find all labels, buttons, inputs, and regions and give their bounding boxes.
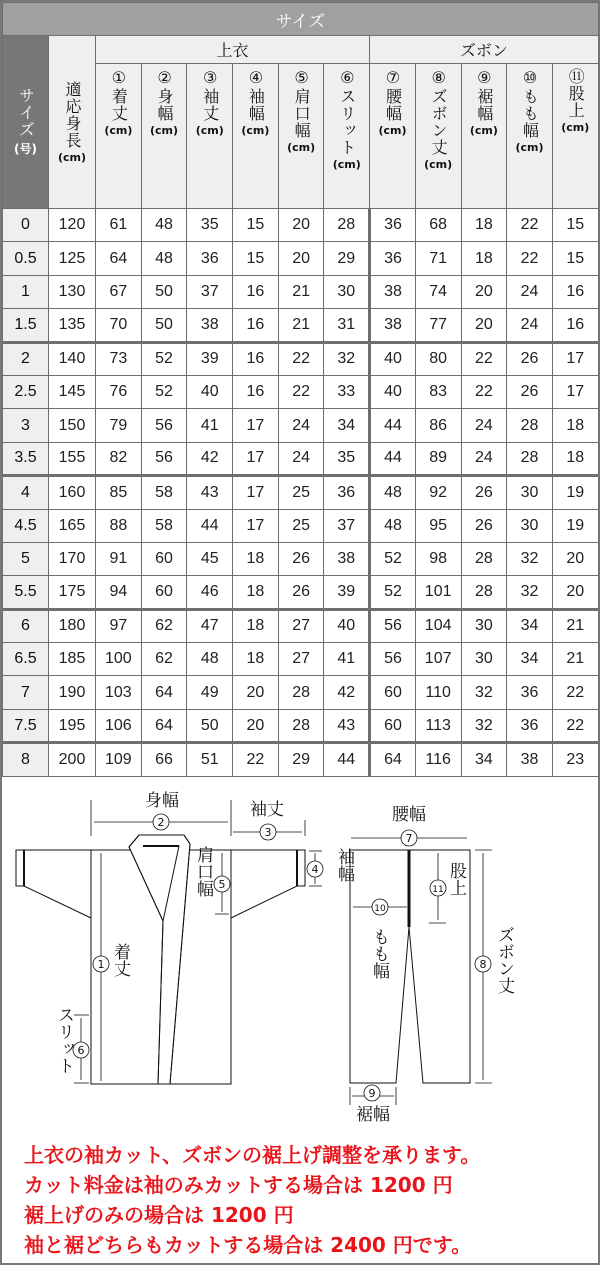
value-cell: 30 xyxy=(507,476,553,509)
value-cell: 66 xyxy=(141,743,187,776)
value-cell: 48 xyxy=(370,509,416,542)
value-cell: 30 xyxy=(324,275,370,308)
value-cell: 15 xyxy=(552,209,598,242)
value-cell: 40 xyxy=(187,375,233,408)
value-cell: 20 xyxy=(461,275,507,308)
value-cell: 135 xyxy=(49,309,96,342)
value-cell: 92 xyxy=(415,476,461,509)
value-cell: 17 xyxy=(552,375,598,408)
value-cell: 175 xyxy=(49,576,96,609)
value-cell: 71 xyxy=(415,242,461,275)
size-cell: 4.5 xyxy=(3,509,49,542)
value-cell: 106 xyxy=(96,709,142,742)
value-cell: 50 xyxy=(187,709,233,742)
value-cell: 32 xyxy=(461,709,507,742)
value-cell: 24 xyxy=(461,409,507,442)
value-cell: 32 xyxy=(507,542,553,575)
label-sodehaba: 袖幅 xyxy=(334,848,354,882)
value-cell: 34 xyxy=(507,643,553,676)
value-cell: 28 xyxy=(461,542,507,575)
size-cell: 6 xyxy=(3,609,49,642)
value-cell: 18 xyxy=(552,442,598,475)
value-cell: 103 xyxy=(96,676,142,709)
value-cell: 130 xyxy=(49,275,96,308)
value-cell: 180 xyxy=(49,609,96,642)
value-cell: 140 xyxy=(49,342,96,375)
value-cell: 41 xyxy=(324,643,370,676)
label-susohaba: 裾幅 xyxy=(356,1105,390,1125)
value-cell: 25 xyxy=(278,476,324,509)
label-momohaba: もも幅 xyxy=(369,928,389,979)
value-cell: 27 xyxy=(278,643,324,676)
svg-text:8: 8 xyxy=(479,958,487,971)
value-cell: 44 xyxy=(370,442,416,475)
value-cell: 42 xyxy=(324,676,370,709)
value-cell: 16 xyxy=(233,342,279,375)
size-cell: 0.5 xyxy=(3,242,49,275)
value-cell: 38 xyxy=(370,309,416,342)
value-cell: 113 xyxy=(415,709,461,742)
value-cell: 18 xyxy=(552,409,598,442)
value-cell: 145 xyxy=(49,375,96,408)
value-cell: 17 xyxy=(552,342,598,375)
value-cell: 101 xyxy=(415,576,461,609)
value-cell: 43 xyxy=(187,476,233,509)
value-cell: 50 xyxy=(141,309,187,342)
value-cell: 50 xyxy=(141,275,187,308)
value-cell: 20 xyxy=(233,709,279,742)
size-cell: 5.5 xyxy=(3,576,49,609)
value-cell: 42 xyxy=(187,442,233,475)
table-title: サイズ xyxy=(3,3,599,36)
value-cell: 60 xyxy=(141,576,187,609)
value-cell: 16 xyxy=(552,309,598,342)
value-cell: 19 xyxy=(552,509,598,542)
value-cell: 52 xyxy=(141,342,187,375)
value-cell: 49 xyxy=(187,676,233,709)
value-cell: 28 xyxy=(278,709,324,742)
value-cell: 36 xyxy=(507,709,553,742)
value-cell: 86 xyxy=(415,409,461,442)
note-line: 袖と裾どちらもカットする場合は 2400 円です。 xyxy=(24,1233,472,1257)
value-cell: 33 xyxy=(324,375,370,408)
size-header: サイズ (号) xyxy=(3,36,49,209)
value-cell: 58 xyxy=(141,509,187,542)
value-cell: 190 xyxy=(49,676,96,709)
svg-text:10: 10 xyxy=(374,904,386,914)
label-koshihaba: 腰幅 xyxy=(392,805,426,825)
value-cell: 60 xyxy=(370,709,416,742)
value-cell: 15 xyxy=(233,242,279,275)
value-cell: 109 xyxy=(96,743,142,776)
value-cell: 110 xyxy=(415,676,461,709)
value-cell: 120 xyxy=(49,209,96,242)
value-cell: 62 xyxy=(141,609,187,642)
value-cell: 36 xyxy=(507,676,553,709)
value-cell: 24 xyxy=(461,442,507,475)
value-cell: 46 xyxy=(187,576,233,609)
height-header: 適応身長 (cm) xyxy=(49,36,96,209)
jacket-group-header: 上衣 xyxy=(96,36,370,64)
table-row xyxy=(3,709,599,742)
table-row xyxy=(3,242,599,275)
value-cell: 68 xyxy=(415,209,461,242)
label-mihaba: 身幅 xyxy=(145,791,179,811)
table-row xyxy=(3,309,599,342)
value-cell: 185 xyxy=(49,643,96,676)
value-cell: 64 xyxy=(96,242,142,275)
value-cell: 67 xyxy=(96,275,142,308)
table-row xyxy=(3,209,599,242)
value-cell: 125 xyxy=(49,242,96,275)
value-cell: 16 xyxy=(233,275,279,308)
value-cell: 36 xyxy=(324,476,370,509)
value-cell: 21 xyxy=(278,309,324,342)
value-cell: 31 xyxy=(324,309,370,342)
value-cell: 35 xyxy=(324,442,370,475)
value-cell: 30 xyxy=(461,609,507,642)
value-cell: 18 xyxy=(233,542,279,575)
value-cell: 36 xyxy=(370,209,416,242)
label-katakuchi: 肩口幅 xyxy=(193,846,213,897)
value-cell: 21 xyxy=(278,275,324,308)
column-header: ⑥スリット (cm) xyxy=(324,64,370,209)
size-cell: 5 xyxy=(3,542,49,575)
value-cell: 17 xyxy=(233,476,279,509)
size-cell: 0 xyxy=(3,209,49,242)
value-cell: 97 xyxy=(96,609,142,642)
value-cell: 61 xyxy=(96,209,142,242)
value-cell: 38 xyxy=(370,275,416,308)
table-row xyxy=(3,342,599,375)
value-cell: 16 xyxy=(552,275,598,308)
table-row xyxy=(3,643,599,676)
column-header: ⑩もも幅 (cm) xyxy=(507,64,553,209)
value-cell: 28 xyxy=(507,409,553,442)
value-cell: 38 xyxy=(187,309,233,342)
size-cell: 1.5 xyxy=(3,309,49,342)
size-cell: 4 xyxy=(3,476,49,509)
column-header: ④袖幅 (cm) xyxy=(233,64,279,209)
table-row xyxy=(3,509,599,542)
column-header: ⑪股上 (cm) xyxy=(552,64,598,209)
value-cell: 38 xyxy=(507,743,553,776)
value-cell: 64 xyxy=(370,743,416,776)
value-cell: 89 xyxy=(415,442,461,475)
size-cell: 7.5 xyxy=(3,709,49,742)
value-cell: 83 xyxy=(415,375,461,408)
value-cell: 74 xyxy=(415,275,461,308)
value-cell: 22 xyxy=(507,242,553,275)
value-cell: 104 xyxy=(415,609,461,642)
value-cell: 40 xyxy=(370,342,416,375)
value-cell: 48 xyxy=(187,643,233,676)
column-header: ⑨裾幅 (cm) xyxy=(461,64,507,209)
table-row xyxy=(3,676,599,709)
size-cell: 6.5 xyxy=(3,643,49,676)
value-cell: 32 xyxy=(507,576,553,609)
value-cell: 17 xyxy=(233,509,279,542)
value-cell: 51 xyxy=(187,743,233,776)
value-cell: 24 xyxy=(278,409,324,442)
value-cell: 43 xyxy=(324,709,370,742)
value-cell: 26 xyxy=(507,342,553,375)
value-cell: 15 xyxy=(552,242,598,275)
value-cell: 32 xyxy=(461,676,507,709)
value-cell: 24 xyxy=(507,309,553,342)
value-cell: 80 xyxy=(415,342,461,375)
value-cell: 150 xyxy=(49,409,96,442)
value-cell: 82 xyxy=(96,442,142,475)
svg-text:4: 4 xyxy=(311,863,319,876)
value-cell: 36 xyxy=(370,242,416,275)
value-cell: 62 xyxy=(141,643,187,676)
value-cell: 20 xyxy=(552,542,598,575)
value-cell: 98 xyxy=(415,542,461,575)
value-cell: 52 xyxy=(370,576,416,609)
column-header: ⑧ズボン丈 (cm) xyxy=(415,64,461,209)
value-cell: 26 xyxy=(461,476,507,509)
size-cell: 3.5 xyxy=(3,442,49,475)
value-cell: 47 xyxy=(187,609,233,642)
svg-text:6: 6 xyxy=(77,1044,85,1057)
value-cell: 28 xyxy=(461,576,507,609)
value-cell: 27 xyxy=(278,609,324,642)
value-cell: 79 xyxy=(96,409,142,442)
value-cell: 26 xyxy=(278,542,324,575)
svg-text:11: 11 xyxy=(432,885,444,895)
value-cell: 56 xyxy=(370,643,416,676)
value-cell: 70 xyxy=(96,309,142,342)
value-cell: 20 xyxy=(233,676,279,709)
label-matagami: 股上 xyxy=(446,862,466,896)
value-cell: 15 xyxy=(233,209,279,242)
svg-text:3: 3 xyxy=(264,826,272,839)
pants-group-header: ズボン xyxy=(370,36,599,64)
value-cell: 60 xyxy=(370,676,416,709)
value-cell: 17 xyxy=(233,442,279,475)
value-cell: 28 xyxy=(324,209,370,242)
size-cell: 1 xyxy=(3,275,49,308)
value-cell: 60 xyxy=(141,542,187,575)
size-cell: 2 xyxy=(3,342,49,375)
garment-diagram xyxy=(2,778,600,1138)
value-cell: 16 xyxy=(233,375,279,408)
value-cell: 56 xyxy=(141,442,187,475)
svg-text:5: 5 xyxy=(218,878,226,891)
label-sodetake: 袖丈 xyxy=(250,800,284,820)
note-line: 裾上げのみの場合は 1200 円 xyxy=(24,1203,294,1227)
value-cell: 28 xyxy=(507,442,553,475)
value-cell: 20 xyxy=(552,576,598,609)
size-cell: 7 xyxy=(3,676,49,709)
value-cell: 22 xyxy=(552,709,598,742)
value-cell: 45 xyxy=(187,542,233,575)
table-row xyxy=(3,743,599,776)
note-line: 上衣の袖カット、ズボンの裾上げ調整を承ります。 xyxy=(24,1143,481,1167)
value-cell: 34 xyxy=(324,409,370,442)
value-cell: 85 xyxy=(96,476,142,509)
table-row xyxy=(3,542,599,575)
value-cell: 23 xyxy=(552,743,598,776)
value-cell: 36 xyxy=(187,242,233,275)
column-header: ①着丈 (cm) xyxy=(96,64,142,209)
value-cell: 30 xyxy=(461,643,507,676)
table-row xyxy=(3,476,599,509)
value-cell: 77 xyxy=(415,309,461,342)
value-cell: 41 xyxy=(187,409,233,442)
value-cell: 18 xyxy=(461,209,507,242)
svg-text:2: 2 xyxy=(157,816,165,829)
value-cell: 18 xyxy=(233,576,279,609)
column-header: ⑤肩口幅 (cm) xyxy=(278,64,324,209)
value-cell: 22 xyxy=(552,676,598,709)
table-row xyxy=(3,375,599,408)
value-cell: 107 xyxy=(415,643,461,676)
value-cell: 195 xyxy=(49,709,96,742)
value-cell: 20 xyxy=(278,209,324,242)
value-cell: 37 xyxy=(324,509,370,542)
value-cell: 22 xyxy=(278,375,324,408)
value-cell: 160 xyxy=(49,476,96,509)
value-cell: 17 xyxy=(233,409,279,442)
value-cell: 76 xyxy=(96,375,142,408)
value-cell: 21 xyxy=(552,609,598,642)
value-cell: 35 xyxy=(187,209,233,242)
value-cell: 22 xyxy=(278,342,324,375)
value-cell: 18 xyxy=(233,609,279,642)
value-cell: 170 xyxy=(49,542,96,575)
size-cell: 8 xyxy=(3,743,49,776)
value-cell: 20 xyxy=(461,309,507,342)
size-cell: 3 xyxy=(3,409,49,442)
value-cell: 29 xyxy=(324,242,370,275)
value-cell: 56 xyxy=(370,609,416,642)
value-cell: 44 xyxy=(187,509,233,542)
value-cell: 44 xyxy=(324,743,370,776)
value-cell: 18 xyxy=(461,242,507,275)
svg-text:9: 9 xyxy=(368,1087,376,1100)
value-cell: 56 xyxy=(141,409,187,442)
column-header: ②身幅 (cm) xyxy=(141,64,187,209)
value-cell: 94 xyxy=(96,576,142,609)
value-cell: 32 xyxy=(324,342,370,375)
column-header: ③袖丈 (cm) xyxy=(187,64,233,209)
value-cell: 25 xyxy=(278,509,324,542)
value-cell: 26 xyxy=(278,576,324,609)
value-cell: 16 xyxy=(233,309,279,342)
svg-text:7: 7 xyxy=(405,832,413,845)
value-cell: 48 xyxy=(141,242,187,275)
table-row xyxy=(3,275,599,308)
table-row xyxy=(3,576,599,609)
value-cell: 116 xyxy=(415,743,461,776)
value-cell: 38 xyxy=(324,542,370,575)
size-cell: 2.5 xyxy=(3,375,49,408)
value-cell: 64 xyxy=(141,709,187,742)
value-cell: 21 xyxy=(552,643,598,676)
value-cell: 29 xyxy=(278,743,324,776)
value-cell: 52 xyxy=(141,375,187,408)
value-cell: 22 xyxy=(233,743,279,776)
value-cell: 20 xyxy=(278,242,324,275)
value-cell: 22 xyxy=(461,342,507,375)
value-cell: 24 xyxy=(507,275,553,308)
table-row xyxy=(3,442,599,475)
value-cell: 100 xyxy=(96,643,142,676)
value-cell: 155 xyxy=(49,442,96,475)
value-cell: 26 xyxy=(461,509,507,542)
alteration-notes xyxy=(24,1140,480,1260)
value-cell: 40 xyxy=(324,609,370,642)
value-cell: 40 xyxy=(370,375,416,408)
value-cell: 64 xyxy=(141,676,187,709)
value-cell: 44 xyxy=(370,409,416,442)
value-cell: 48 xyxy=(370,476,416,509)
table-row xyxy=(3,609,599,642)
label-kitake: 着丈 xyxy=(110,943,130,977)
value-cell: 58 xyxy=(141,476,187,509)
value-cell: 39 xyxy=(324,576,370,609)
value-cell: 22 xyxy=(507,209,553,242)
value-cell: 39 xyxy=(187,342,233,375)
value-cell: 28 xyxy=(278,676,324,709)
value-cell: 34 xyxy=(461,743,507,776)
value-cell: 48 xyxy=(141,209,187,242)
note-line: カット料金は袖のみカットする場合は 1200 円 xyxy=(24,1173,453,1197)
value-cell: 200 xyxy=(49,743,96,776)
value-cell: 73 xyxy=(96,342,142,375)
value-cell: 24 xyxy=(278,442,324,475)
value-cell: 22 xyxy=(461,375,507,408)
size-table xyxy=(2,2,599,777)
value-cell: 88 xyxy=(96,509,142,542)
value-cell: 37 xyxy=(187,275,233,308)
value-cell: 19 xyxy=(552,476,598,509)
column-header: ⑦腰幅 (cm) xyxy=(370,64,416,209)
value-cell: 18 xyxy=(233,643,279,676)
value-cell: 34 xyxy=(507,609,553,642)
value-cell: 91 xyxy=(96,542,142,575)
value-cell: 95 xyxy=(415,509,461,542)
label-zubontake: ズボン丈 xyxy=(494,926,514,994)
svg-text:1: 1 xyxy=(97,958,105,971)
value-cell: 165 xyxy=(49,509,96,542)
value-cell: 26 xyxy=(507,375,553,408)
value-cell: 52 xyxy=(370,542,416,575)
value-cell: 30 xyxy=(507,509,553,542)
table-row xyxy=(3,409,599,442)
label-slit: スリット xyxy=(54,1006,74,1074)
